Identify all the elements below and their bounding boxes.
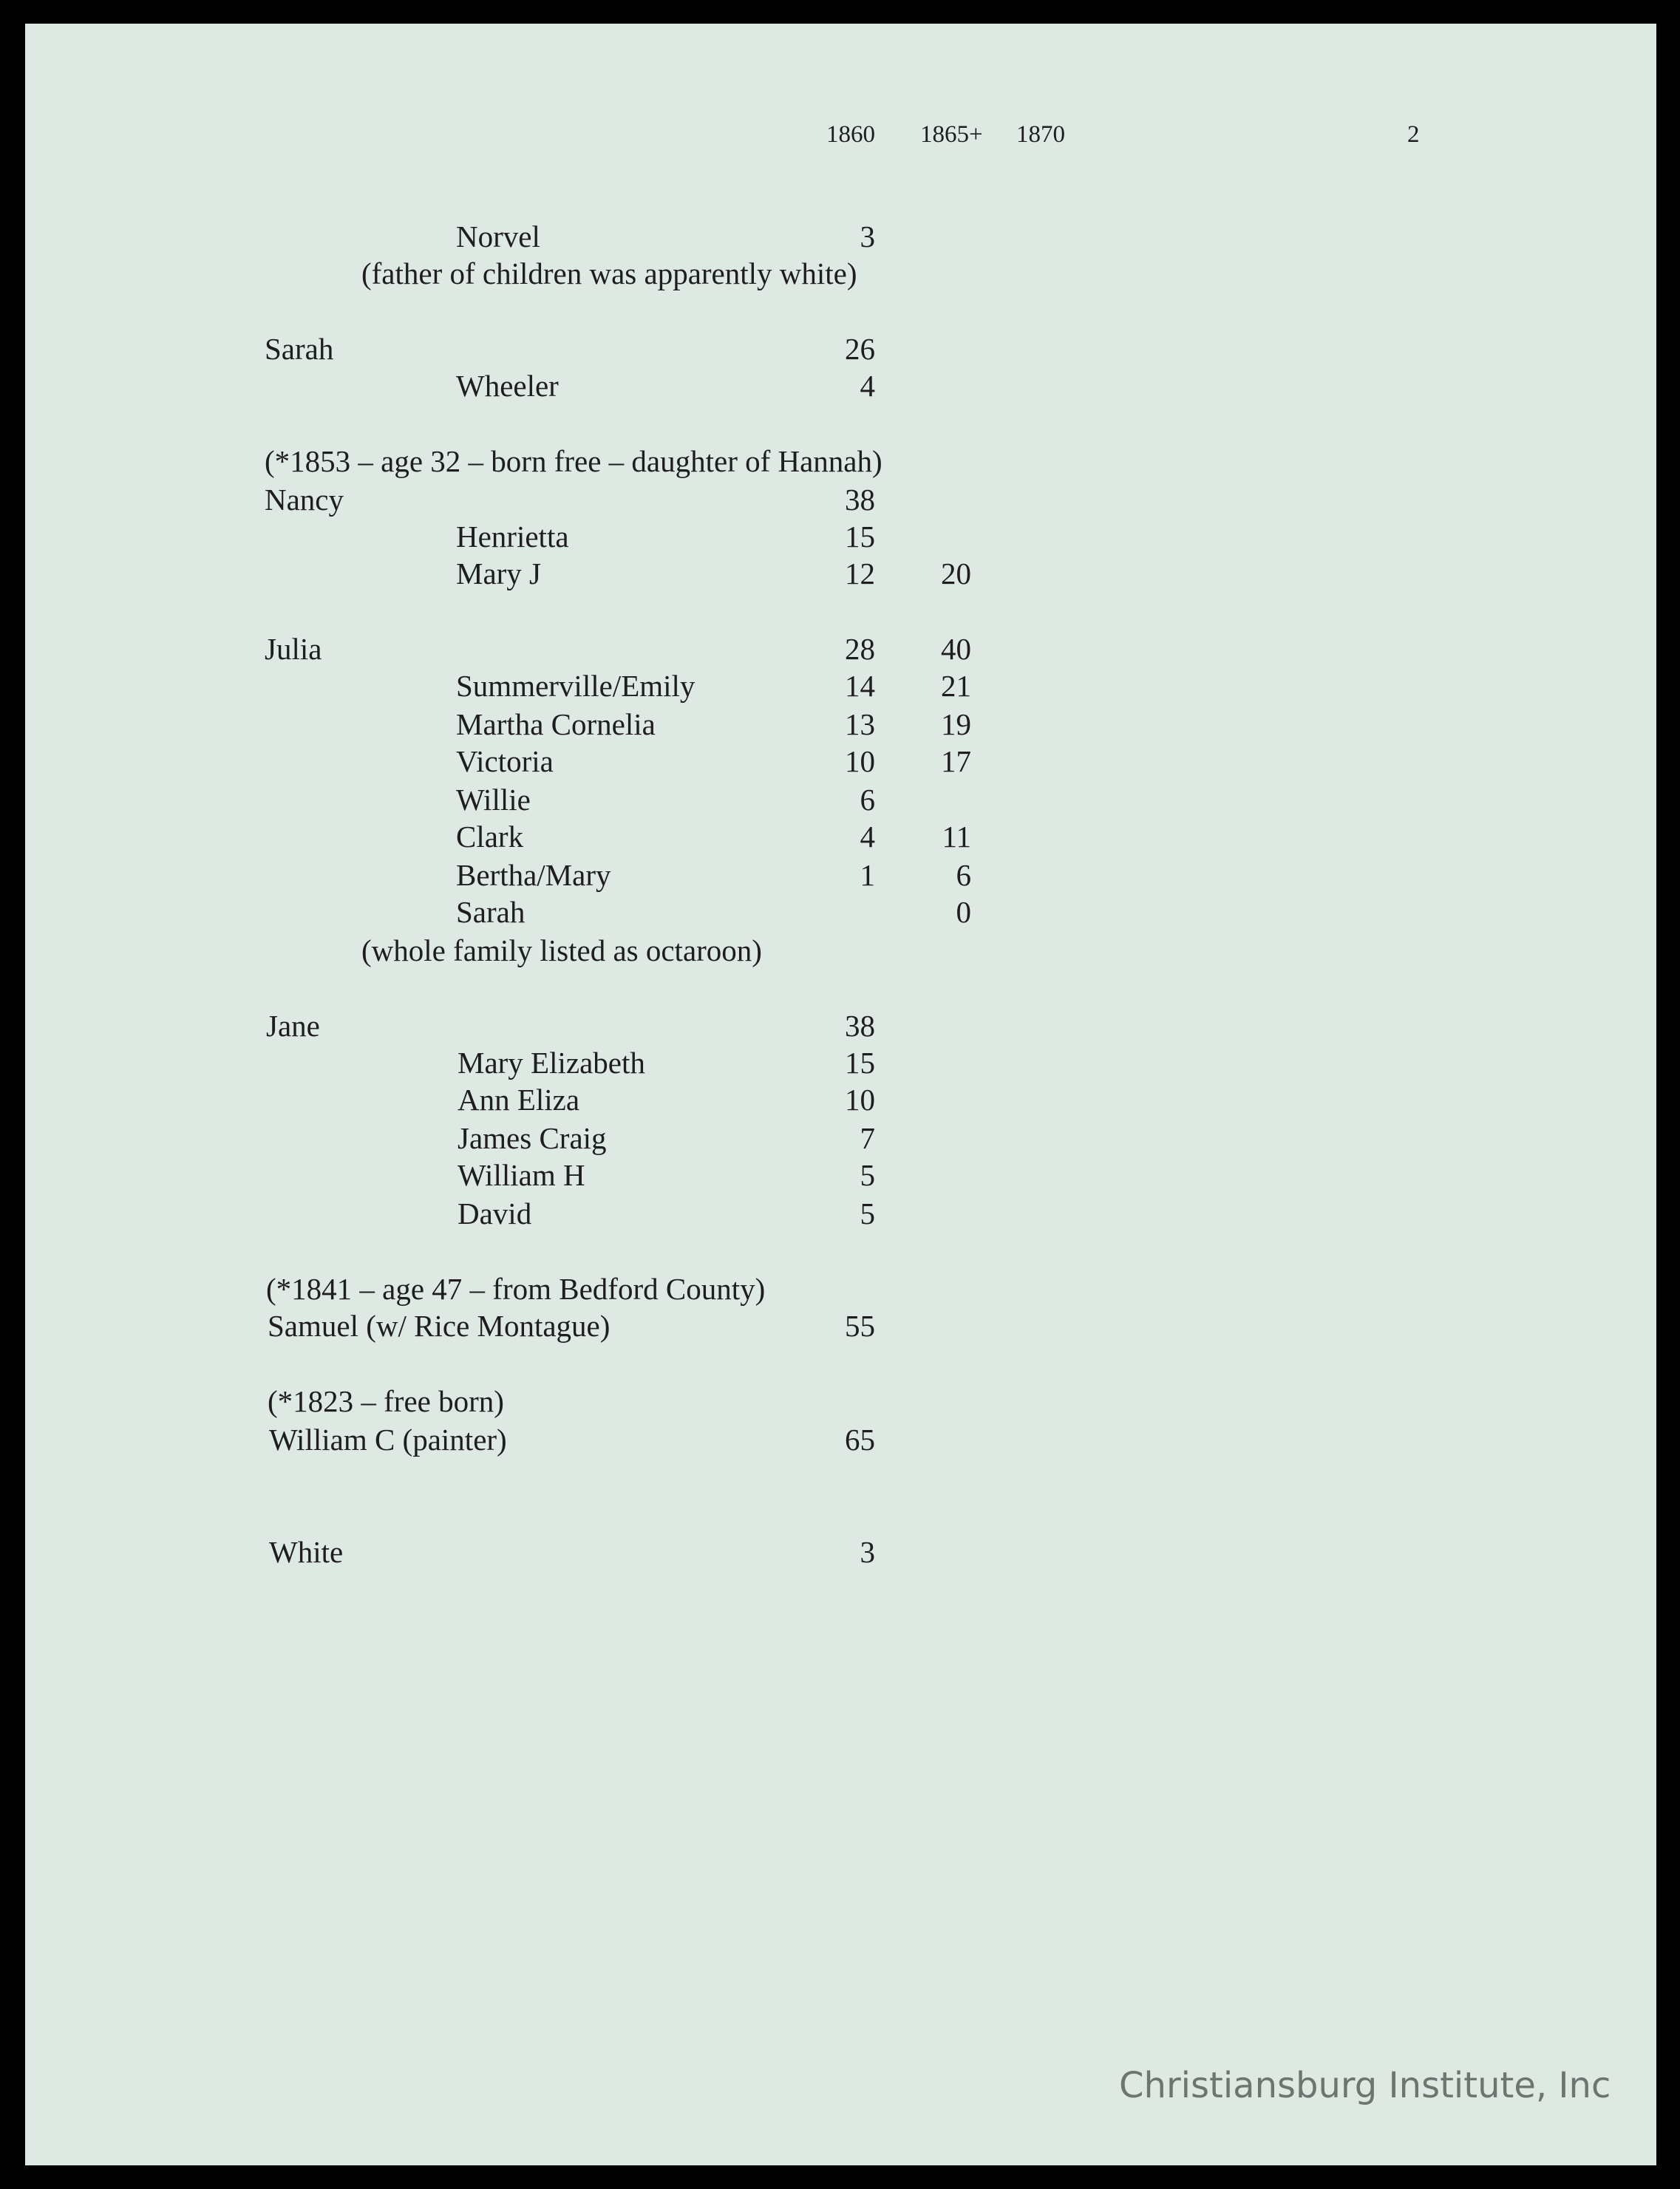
person-name: Summerville/Emily — [456, 669, 696, 703]
person-name: Norvel — [456, 219, 540, 253]
person-name: Nancy — [265, 483, 344, 517]
age-1870: 17 — [941, 744, 971, 778]
age-1860: 28 — [845, 632, 875, 666]
column-header-1870: 1870 — [1016, 121, 1065, 148]
person-name: Samuel (w/ Rice Montague) — [268, 1309, 611, 1343]
age-1860: 5 — [860, 1158, 875, 1192]
age-1860: 3 — [860, 1535, 875, 1569]
age-1860: 55 — [845, 1309, 875, 1343]
person-name: Victoria — [456, 744, 554, 778]
person-name: William H — [458, 1158, 585, 1192]
person-name: Bertha/Mary — [456, 858, 611, 892]
age-1860: 4 — [860, 820, 875, 854]
age-1860: 38 — [845, 483, 875, 517]
person-name: Clark — [456, 820, 524, 854]
age-1870: 21 — [941, 669, 971, 703]
age-1870: 0 — [956, 895, 971, 929]
person-name: James Craig — [458, 1121, 607, 1155]
age-1860: 12 — [845, 556, 875, 590]
age-1860: 7 — [860, 1121, 875, 1155]
age-1870: 40 — [941, 632, 971, 666]
person-name: Willie — [456, 783, 531, 817]
person-name: David — [458, 1196, 532, 1230]
page-number: 2 — [1407, 121, 1420, 148]
person-name: Jane — [266, 1009, 320, 1043]
age-1860: 13 — [845, 707, 875, 741]
family-note: (*1853 – age 32 – born free – daughter of Hannah) — [265, 444, 882, 478]
person-name: Wheeler — [456, 369, 559, 403]
age-1870: 19 — [941, 707, 971, 741]
age-1860: 15 — [845, 520, 875, 554]
person-name: Julia — [265, 632, 322, 666]
family-note: (whole family listed as octaroon) — [361, 933, 762, 967]
age-1860: 26 — [845, 332, 875, 366]
person-name: Martha Cornelia — [456, 707, 656, 741]
age-1860: 10 — [845, 744, 875, 778]
age-1860: 15 — [845, 1046, 875, 1080]
person-name: Sarah — [265, 332, 334, 366]
age-1860: 10 — [845, 1083, 875, 1117]
age-1860: 65 — [845, 1423, 875, 1457]
age-1860: 38 — [845, 1009, 875, 1043]
person-name: White — [269, 1535, 344, 1569]
family-note: (*1841 – age 47 – from Bedford County) — [266, 1272, 766, 1306]
age-1870: 11 — [942, 820, 971, 854]
person-name: Henrietta — [456, 520, 569, 554]
family-note: (father of children was apparently white) — [361, 256, 857, 290]
age-1860: 14 — [845, 669, 875, 703]
person-name: Mary J — [456, 556, 542, 590]
column-header-1860: 1860 — [826, 121, 875, 148]
age-1860: 1 — [860, 858, 875, 892]
column-header-1865: 1865+ — [920, 121, 983, 148]
family-note: (*1823 – free born) — [268, 1384, 504, 1418]
watermark: Christiansburg Institute, Inc — [1119, 2065, 1611, 2106]
person-name: Ann Eliza — [458, 1083, 580, 1117]
person-name: Sarah — [456, 895, 526, 929]
person-name: Mary Elizabeth — [458, 1046, 645, 1080]
age-1870: 20 — [941, 556, 971, 590]
age-1870: 6 — [956, 858, 971, 892]
age-1860: 3 — [860, 219, 875, 253]
person-name: William C (painter) — [269, 1423, 507, 1457]
age-1860: 4 — [860, 369, 875, 403]
document-page — [25, 24, 1656, 2165]
age-1860: 5 — [860, 1196, 875, 1230]
age-1860: 6 — [860, 783, 875, 817]
